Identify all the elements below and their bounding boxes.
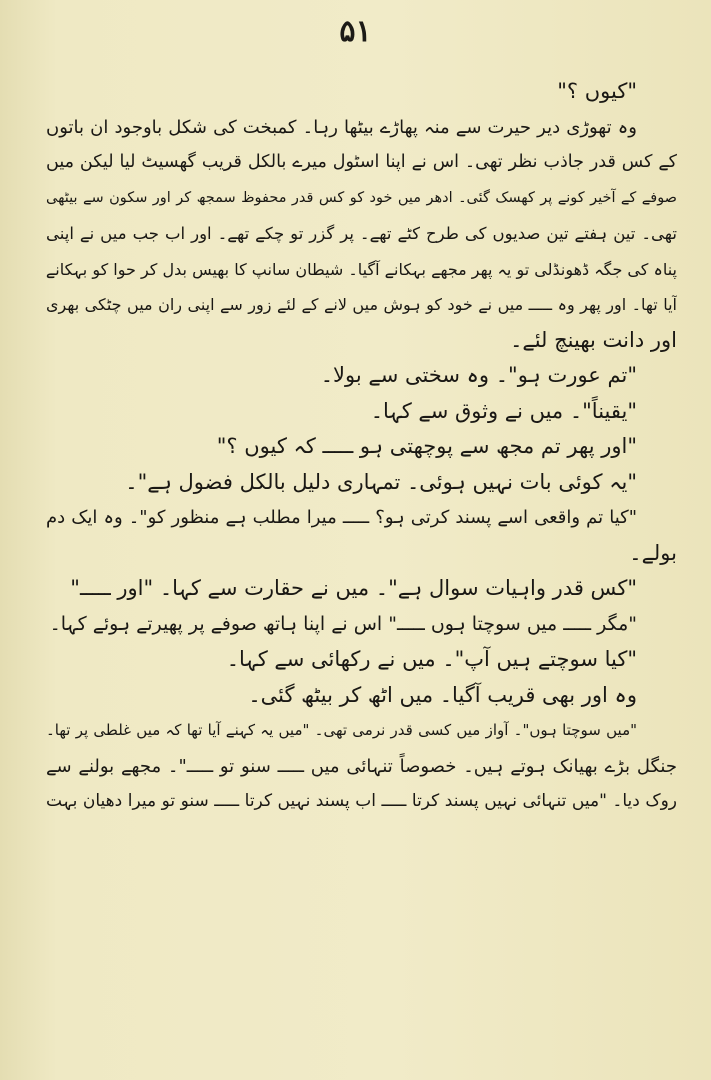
page-text [46, 74, 677, 820]
text-line: بولے۔ [629, 540, 677, 565]
text-line: صوفے کے آخیر کونے پر کھسک گئی۔ ادھر میں خود کو کس قدر محفوظ سمجھ کر اور سکون سے بیٹھی [46, 189, 677, 206]
text-line: "کیوں ؟" [557, 79, 637, 103]
text-line: پناہ کی جگہ ڈھونڈلی تو یہ پھر مجھے بہکانے آگیا۔ شیطان سانپ کا بھیس بدل کر حوا کو بہکانے [46, 259, 677, 279]
text-line: "میں سوچتا ہوں"۔ آواز میں کسی قدر نرمی تھی۔ "میں یہ کہنے آیا تھا کہ میں غلطی پر تھا۔ [46, 721, 637, 739]
text-line: وہ تھوڑی دیر حیرت سے منہ پھاڑے بیٹھا رہا۔ کمبخت کی شکل باوجود ان باتوں [46, 116, 637, 138]
text-line: "کس قدر واہیات سوال ہے"۔ میں نے حقارت سے کہا۔ "اور ـــــ" [70, 576, 637, 600]
text-line: کے کس قدر جاذب نظر تھی۔ اس نے اپنا اسٹول میرے بالکل قریب گھسیٹ لیا لیکن میں [46, 152, 677, 172]
text-line: اور دانت بھینچ لئے۔ [510, 327, 677, 352]
text-line: "کیا سوچتے ہیں آپ"۔ میں نے رکھائی سے کہا۔ [226, 647, 637, 671]
text-line: روک دیا۔ "میں تنہائی نہیں پسند کرتا ـــــ اب پسند نہیں کرتا ـــــ سنو تو میرا دھیان بہت [46, 791, 677, 811]
text-line: آیا تھا۔ اور پھر وہ ـــــ میں نے خود کو ہوش میں لانے کے لئے زور سے اپنی ران میں چٹکی بھری [46, 295, 677, 314]
text-line: "یقیناً"۔ میں نے وثوق سے کہا۔ [370, 398, 637, 423]
page-number: ۵۱ [339, 14, 372, 49]
text-line: "تم عورت ہو"۔ وہ سختی سے بولا۔ [320, 363, 637, 387]
text-line: "مگر ـــــ میں سوچتا ہوں ـــــ" اس نے اپنا ہاتھ صوفے پر پھیرتے ہوئے کہا۔ [49, 612, 637, 635]
text-line: "یہ کوئی بات نہیں ہوئی۔ تمہاری دلیل بالکل فضول ہے"۔ [125, 469, 637, 494]
text-line: "کیا تم واقعی اسے پسند کرتی ہو؟ ـــــ میرا مطلب ہے منظور کو"۔ وہ ایک دم [46, 507, 637, 528]
text-line: "اور پھر تم مجھ سے پوچھتی ہو ـــــ کہ کیوں ؟" [216, 434, 637, 458]
text-line: وہ اور بھی قریب آگیا۔ میں اٹھ کر بیٹھ گئی۔ [248, 682, 637, 707]
text-line: تھی۔ تین ہفتے تین صدیوں کی طرح کٹے تھے۔ پر گزر تو چکے تھے۔ اور اب جب میں نے اپنی [46, 224, 677, 243]
text-line: جنگل بڑے بھیانک ہوتے ہیں۔ خصوصاً تنہائی میں ـــــ سنو تو ـــــ"۔ مجھے بولنے سے [46, 755, 677, 777]
